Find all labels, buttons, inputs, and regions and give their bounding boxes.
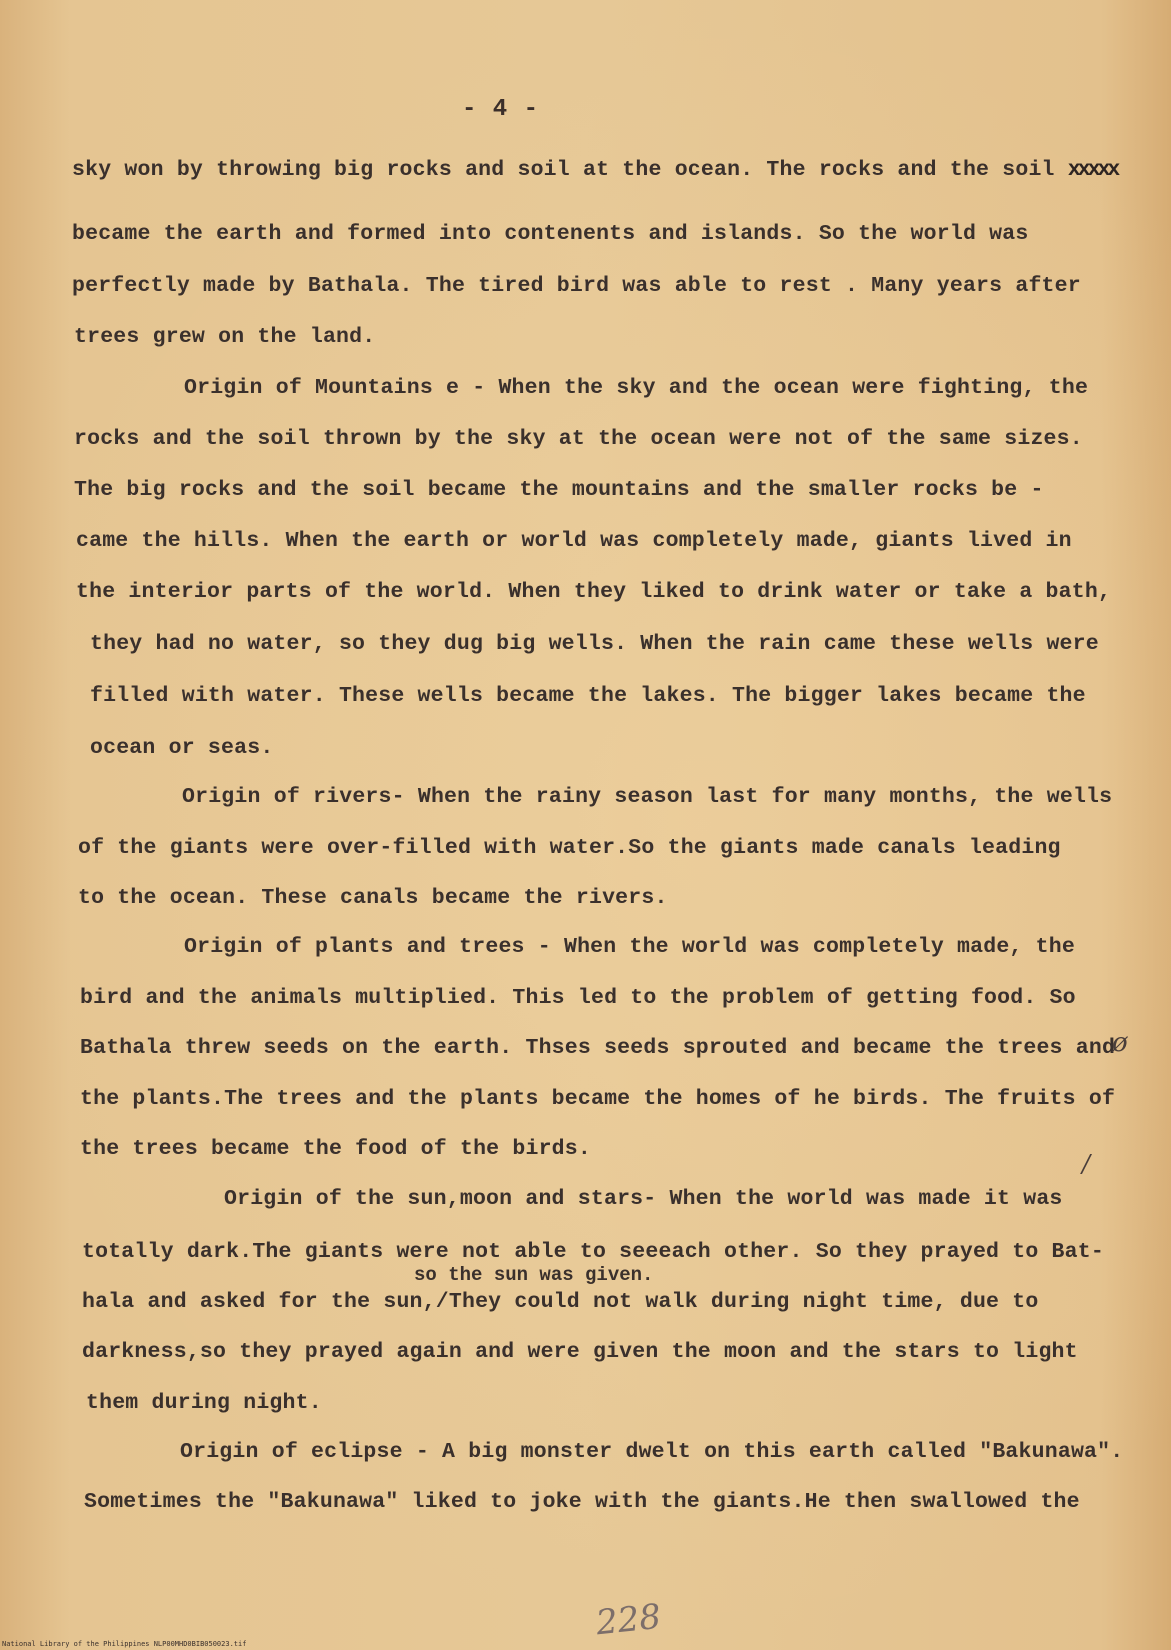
text-line: they had no water, so they dug big wells. When the rain came these wells were: [90, 632, 1099, 656]
text-line: of the giants were over-filled with water.So the giants made canals leading: [78, 836, 1061, 860]
text-line: the plants.The trees and the plants became the homes of he birds. The fruits of: [80, 1087, 1116, 1111]
margin-correction-mark: ø: [1112, 1028, 1128, 1058]
paragraph-heading-line: Origin of the sun,moon and stars- When the world was made it was: [224, 1187, 1063, 1211]
text-line: came the hills. When the earth or world was completely made, giants lived in: [76, 529, 1072, 553]
text-line: The big rocks and the soil became the mountains and the smaller rocks be -: [74, 478, 1044, 502]
scan-footer: National Library of the Philippines NLP00MHD0BIB050023.tif: [2, 1640, 247, 1648]
margin-tick-mark: /: [1082, 1150, 1091, 1178]
text-line: totally dark.The giants were not able to seeeach other. So they prayed to Bat-: [82, 1240, 1104, 1264]
text-line: them during night.: [86, 1391, 322, 1415]
struck-out-text: xxxxx: [1067, 158, 1118, 182]
interlinear-insertion: so the sun was given.: [414, 1264, 654, 1286]
text-line: ocean or seas.: [90, 736, 274, 760]
handwritten-folio-number: 228: [594, 1596, 663, 1644]
paragraph-heading-line: Origin of Mountains e - When the sky and the ocean were fighting, the: [184, 376, 1089, 400]
paragraph-heading-line: Origin of plants and trees - When the world was completely made, the: [184, 935, 1075, 959]
text-line: hala and asked for the sun,/They could not walk during night time, due to: [82, 1290, 1039, 1314]
paragraph-heading-line: Origin of eclipse - A big monster dwelt on this earth called "Bakunawa".: [180, 1440, 1124, 1464]
text-line: the trees became the food of the birds.: [80, 1137, 591, 1161]
text-line: sky won by throwing big rocks and soil at the ocean. The rocks and the soil xxxxx: [72, 158, 1118, 182]
text-line: Bathala threw seeds on the earth. Thses seeds sprouted and became the trees and: [80, 1036, 1116, 1060]
text-line: trees grew on the land.: [74, 325, 376, 349]
text-line: the interior parts of the world. When they liked to drink water or take a bath,: [76, 580, 1112, 604]
page-number: - 4 -: [462, 96, 540, 123]
text-line: darkness,so they prayed again and were given the moon and the stars to light: [82, 1340, 1078, 1364]
paragraph-heading-line: Origin of rivers- When the rainy season last for many months, the wells: [182, 785, 1113, 809]
text-line: bird and the animals multiplied. This led to the problem of getting food. So: [80, 986, 1076, 1010]
text-line: filled with water. These wells became the lakes. The bigger lakes became the: [90, 684, 1086, 708]
text-line: perfectly made by Bathala. The tired bird was able to rest . Many years after: [72, 274, 1081, 298]
text-line: rocks and the soil thrown by the sky at the ocean were not of the same sizes.: [74, 427, 1083, 451]
text-line: became the earth and formed into contenents and islands. So the world was: [72, 222, 1029, 246]
text-line: Sometimes the "Bakunawa" liked to joke with the giants.He then swallowed the: [84, 1490, 1080, 1514]
text-line: to the ocean. These canals became the rivers.: [78, 886, 668, 910]
